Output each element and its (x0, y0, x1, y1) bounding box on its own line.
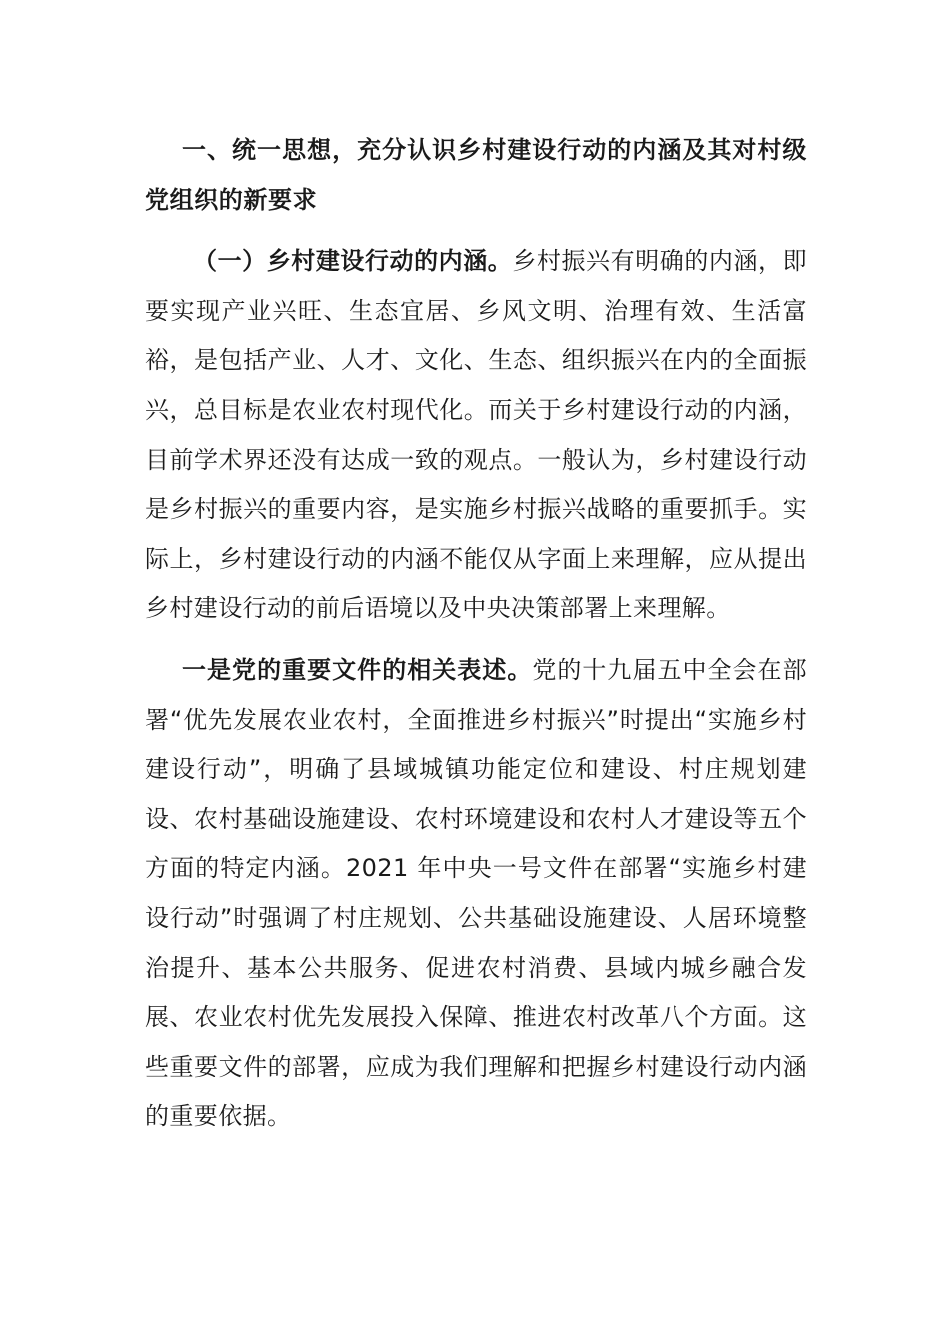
paragraph-party-documents (145, 646, 807, 1142)
paragraph-party-documents-text: 党的十九届五中全会在部署“优先发展农业农村，全面推进乡村振兴”时提出“实施乡村建设行动”，明确了县域城镇功能定位和建设、村庄规划建设、农村基础设施建设、农村环境建设和农村人才建设等五个方面的特定内涵。2021 年中央一号文件在部署“实施乡村建设行动”时强调了村庄规划、公共基础设施建设、人居环境整治提升、基本公共服务、促进农村消费、县域内城乡融合发展、农业农村优先发展投入保障、推进农村改革八个方面。这些重要文件的部署，应成为我们理解和把握乡村建设行动内涵的重要依据。 (145, 655, 807, 1131)
subheading-party-documents: 一是党的重要文件的相关表述。 (182, 655, 533, 684)
paragraph-meaning (145, 237, 807, 634)
section-heading: 一、统一思想，充分认识乡村建设行动的内涵及其对村级党组织的新要求 (145, 136, 807, 214)
paragraph-meaning-text: 乡村振兴有明确的内涵，即要实现产业兴旺、生态宜居、乡风文明、治理有效、生活富裕，是包括产业、人才、文化、生态、组织振兴在内的全面振兴，总目标是农业农村现代化。而关于乡村建设行动的内涵，目前学术界还没有达成一致的观点。一般认为，乡村建设行动是乡村振兴的重要内容，是实施乡村振兴战略的重要抓手。实际上，乡村建设行动的内涵不能仅从字面上来理解，应从提出乡村建设行动的前后语境以及中央决策部署上来理解。 (145, 247, 807, 623)
subheading-meaning: （一）乡村建设行动的内涵。 (193, 247, 513, 276)
document-body (145, 126, 807, 1142)
